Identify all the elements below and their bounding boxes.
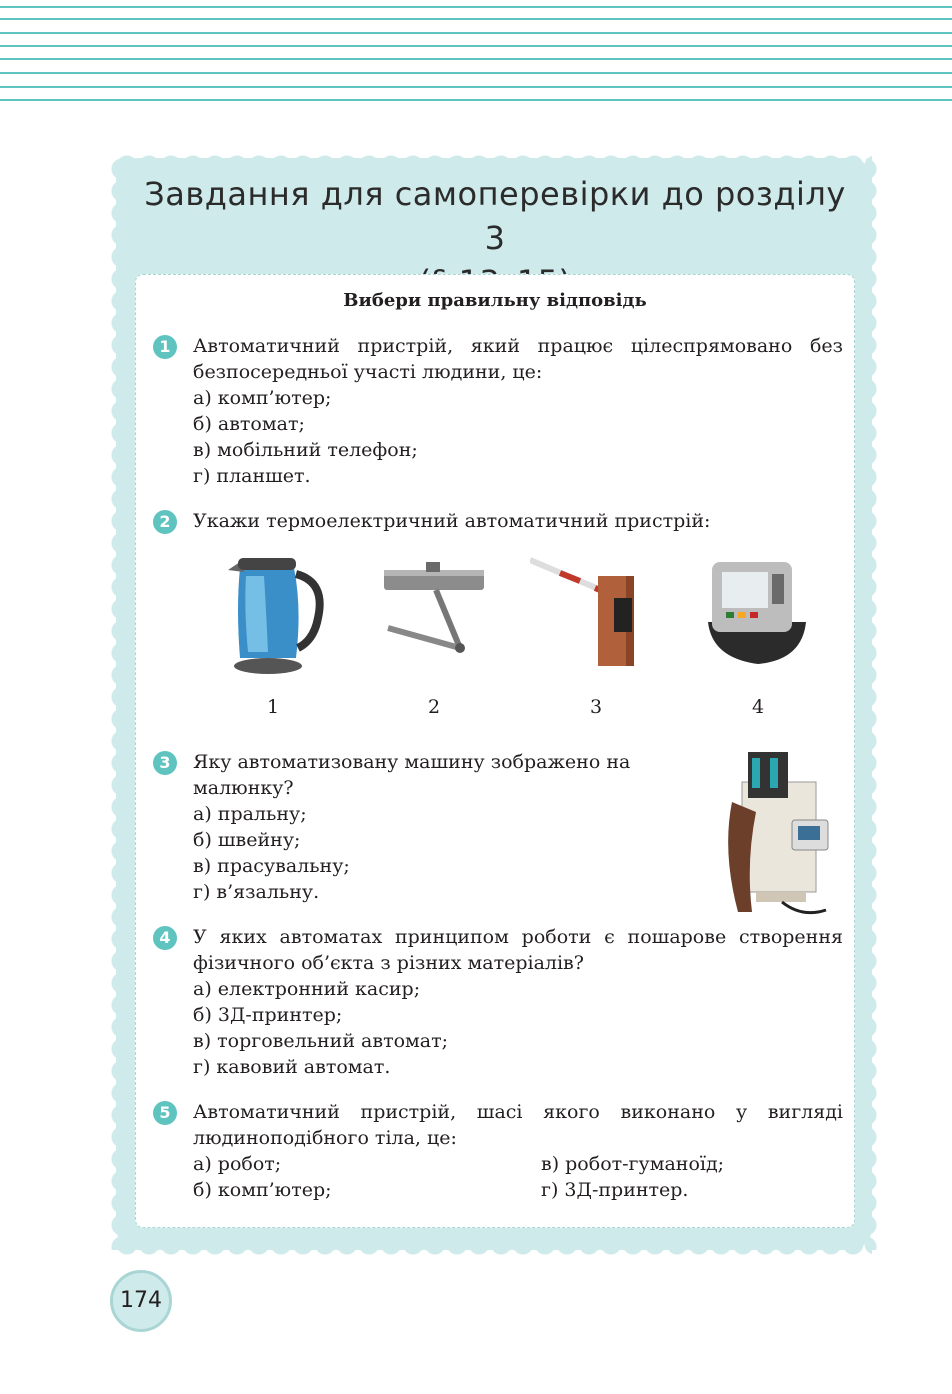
answer-option[interactable]: а) комп’ютер; xyxy=(193,387,332,409)
answer-option[interactable]: б) автомат; xyxy=(193,413,305,435)
question-number-badge: 2 xyxy=(153,510,177,534)
answer-option[interactable]: г) кавовий автомат. xyxy=(193,1056,391,1078)
question-2-images xyxy=(190,548,840,678)
answer-option[interactable]: а) пральну; xyxy=(193,803,307,825)
answer-option[interactable]: г) планшет. xyxy=(193,465,311,487)
question-4 xyxy=(153,924,843,1080)
title-line-1: Завдання для самоперевірки до розділу 3 xyxy=(144,175,846,257)
question-number-badge: 1 xyxy=(153,335,177,359)
answer-option[interactable]: в) прасувальну; xyxy=(193,855,350,877)
image-label: 4 xyxy=(751,696,765,718)
question-3 xyxy=(153,749,673,905)
door-closer-icon[interactable] xyxy=(378,548,488,678)
answer-option[interactable]: в) торговельний автомат; xyxy=(193,1030,449,1052)
answer-option[interactable]: а) електронний касир; xyxy=(193,978,421,1000)
question-5 xyxy=(153,1099,843,1203)
answer-option[interactable]: в) робот-гуманоїд; xyxy=(541,1153,725,1175)
answer-option[interactable]: а) робот; xyxy=(193,1153,282,1175)
instruction-heading: Вибери правильну відповідь xyxy=(343,290,647,311)
page-number: 174 xyxy=(110,1270,172,1332)
question-2 xyxy=(153,508,843,534)
blood-pressure-monitor-icon[interactable] xyxy=(702,548,812,678)
question-text: У яких автоматах принципом роботи є пошарове створення фізичного об’єкта з різних матеріалів? xyxy=(193,926,843,974)
question-number-badge: 3 xyxy=(153,751,177,775)
image-label: 1 xyxy=(266,696,280,718)
answer-option[interactable]: б) швейну; xyxy=(193,829,301,851)
answer-option[interactable]: в) мобільний телефон; xyxy=(193,439,418,461)
question-text: Яку автоматизовану машину зображено на малюнку? xyxy=(193,751,631,799)
question-text: Укажи термоелектричний автоматичний пристрій: xyxy=(193,510,711,532)
question-text: Автоматичний пристрій, який працює цілеспрямовано без безпосередньої участі людини, це: xyxy=(193,335,843,383)
image-label: 2 xyxy=(427,696,441,718)
image-label: 3 xyxy=(589,696,603,718)
answer-option[interactable]: г) в’язальну. xyxy=(193,881,320,903)
answer-option[interactable]: г) 3Д-принтер. xyxy=(541,1179,689,1201)
header-ruled-lines xyxy=(0,0,952,105)
barrier-gate-icon[interactable] xyxy=(530,548,640,678)
question-text: Автоматичний пристрій, шасі якого виконано у вигляді людиноподібного тіла, це: xyxy=(193,1101,843,1149)
answer-option[interactable]: б) 3Д-принтер; xyxy=(193,1004,343,1026)
question-number-badge: 5 xyxy=(153,1101,177,1125)
answer-options-grid xyxy=(193,1151,843,1203)
electric-kettle-icon[interactable] xyxy=(218,548,328,678)
question-1 xyxy=(153,333,843,489)
question-number-badge: 4 xyxy=(153,926,177,950)
automated-machine-icon[interactable] xyxy=(712,742,842,920)
answer-option[interactable]: б) комп’ютер; xyxy=(193,1179,332,1201)
